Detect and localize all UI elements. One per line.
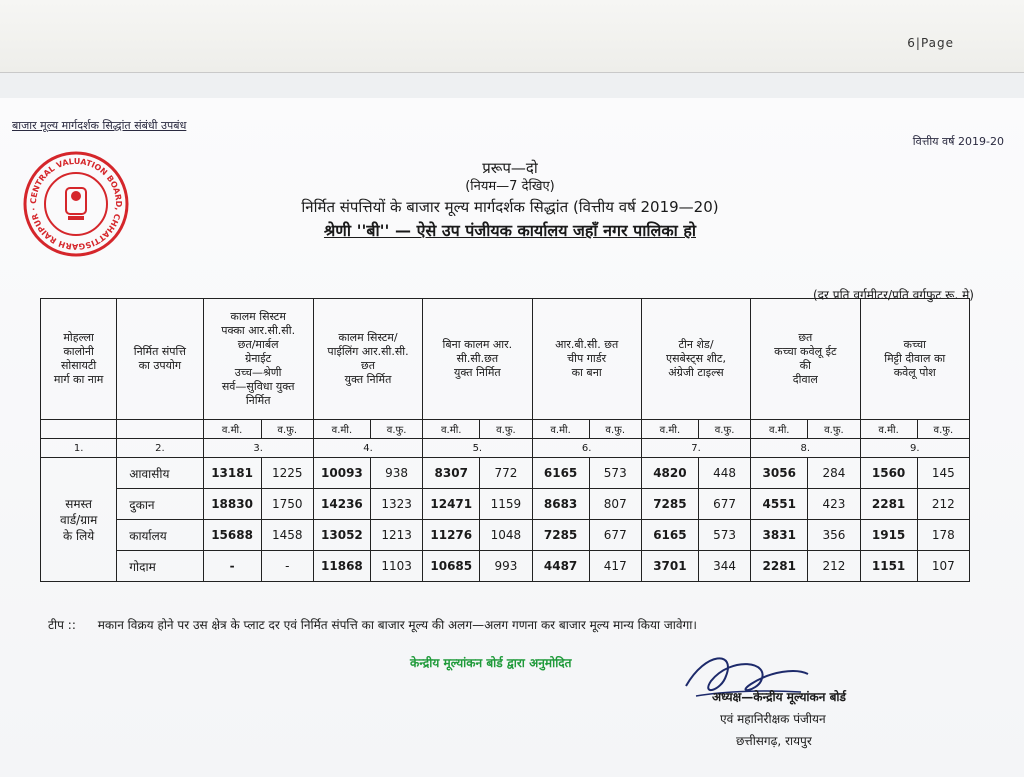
rate-table — [40, 298, 970, 582]
table-row — [41, 489, 970, 520]
footnote-text: मकान विक्रय होने पर उस क्षेत्र के प्लाट दर एवं निर्मित संपत्ति का बाजार मूल्य की अलग—अलग गणना कर बाजार मूल्य मान्य किया जावेगा। — [97, 618, 697, 632]
rate-sqm-cell: 1915 — [860, 520, 917, 551]
rate-sqm-cell: 11276 — [423, 520, 480, 551]
usage-cell: दुकान — [117, 489, 203, 520]
rate-sqft-cell: 145 — [917, 458, 969, 489]
rate-sqft-cell: - — [261, 551, 313, 582]
rate-sqm-cell: 10093 — [313, 458, 370, 489]
rate-sqft-cell: 356 — [808, 520, 860, 551]
rate-sqft-cell: 573 — [699, 520, 751, 551]
rate-sqm-cell: 4551 — [751, 489, 808, 520]
header-left: बाजार मूल्य मार्गदर्शक सिद्धांत संबंधी उपबंध — [12, 119, 187, 132]
usage-cell: कार्यालय — [117, 520, 203, 551]
rate-sqm-cell: 7285 — [641, 489, 698, 520]
header-usage: निर्मित संपत्ति का उपयोग — [117, 299, 203, 420]
rate-sqft-cell: 107 — [917, 551, 969, 582]
rate-sqft-cell: 417 — [589, 551, 641, 582]
rate-sqft-cell: 993 — [480, 551, 532, 582]
rate-sqm-cell: 12471 — [423, 489, 480, 520]
unit-sqm: व.मी. — [751, 420, 808, 439]
signatory-title-2: एवं महानिरीक्षक पंजीयन — [720, 712, 826, 726]
document-page — [0, 98, 1024, 777]
unit-sqft: व.फु. — [480, 420, 532, 439]
rate-sqft-cell: 677 — [589, 520, 641, 551]
rate-sqm-cell: 4487 — [532, 551, 589, 582]
header-type-3: बिना कालम आर. सी.सी.छत युक्त निर्मित — [423, 299, 532, 420]
table-row — [41, 458, 970, 489]
rate-sqm-cell: 8307 — [423, 458, 480, 489]
previous-page-strip — [0, 0, 1024, 73]
header-type-4: आर.बी.सी. छत चीप गार्डर का बना — [532, 299, 641, 420]
rate-sqm-cell: 7285 — [532, 520, 589, 551]
column-number-row — [41, 439, 970, 458]
footnote — [48, 616, 697, 633]
unit-sqm: व.मी. — [313, 420, 370, 439]
rate-sqft-cell: 1048 — [480, 520, 532, 551]
rate-sqm-cell: 6165 — [641, 520, 698, 551]
approval-stamp: केन्द्रीय मूल्यांकन बोर्ड द्वारा अनुमोदित — [410, 656, 572, 670]
rate-sqm-cell: 11868 — [313, 551, 370, 582]
rate-sqm-cell: 3701 — [641, 551, 698, 582]
rate-sqm-cell: 6165 — [532, 458, 589, 489]
header-type-7: कच्चा मिट्टी दीवाल का कवेलू पोश — [860, 299, 970, 420]
location-line: समस्त — [65, 496, 93, 511]
location-line: वार्ड/ग्राम — [59, 512, 98, 527]
header-locality: मोहल्ला कालोनी सोसायटी मार्ग का नाम — [41, 299, 117, 420]
signatory-location: छत्तीसगढ़, रायपुर — [736, 734, 812, 748]
unit-sqft: व.फु. — [699, 420, 751, 439]
rate-sqm-cell: 8683 — [532, 489, 589, 520]
unit-sqm: व.मी. — [203, 420, 261, 439]
seal-icon — [22, 150, 130, 258]
unit-sqm: व.मी. — [860, 420, 917, 439]
rate-sqm-cell: 13181 — [203, 458, 261, 489]
usage-cell: गोदाम — [117, 551, 203, 582]
rate-sqm-cell: 10685 — [423, 551, 480, 582]
rate-sqft-cell: 212 — [917, 489, 969, 520]
rate-sqft-cell: 212 — [808, 551, 860, 582]
table-header-row — [41, 299, 970, 420]
rule-reference: (नियम—7 देखिए) — [465, 179, 555, 194]
svg-text:CENTRAL VALUATION BOARD, CHHAT: CENTRAL VALUATION BOARD, CHHATTISGARH RAIPUR · — [28, 156, 124, 252]
rate-sqft-cell: 1103 — [371, 551, 423, 582]
rate-sqft-cell: 1323 — [371, 489, 423, 520]
column-number: 9. — [860, 439, 970, 458]
rate-sqft-cell: 1213 — [371, 520, 423, 551]
unit-row — [41, 420, 970, 439]
rate-sqm-cell: 14236 — [313, 489, 370, 520]
rate-sqft-cell: 573 — [589, 458, 641, 489]
header-type-2: कालम सिस्टम/ पाईलिंग आर.सी.सी. छत युक्त निर्मित — [313, 299, 422, 420]
board-seal-stamp — [22, 150, 130, 258]
rate-sqft-cell: 772 — [480, 458, 532, 489]
header-right: वित्तीय वर्ष 2019-20 — [912, 135, 1004, 148]
rate-sqft-cell: 1159 — [480, 489, 532, 520]
document-heading: निर्मित संपत्तियों के बाजार मूल्य मार्गदर्शक सिद्धांत (वित्तीय वर्ष 2019—20) — [301, 198, 719, 216]
rate-sqm-cell: 13052 — [313, 520, 370, 551]
rate-sqft-cell: 448 — [699, 458, 751, 489]
rate-sqft-cell: 423 — [808, 489, 860, 520]
unit-sqft: व.फु. — [917, 420, 969, 439]
rate-sqft-cell: 1750 — [261, 489, 313, 520]
rate-sqm-cell: 15688 — [203, 520, 261, 551]
column-number: 4. — [313, 439, 422, 458]
unit-sqft: व.फु. — [808, 420, 860, 439]
table-row — [41, 520, 970, 551]
column-number: 2. — [117, 439, 203, 458]
form-title: प्ररूप—दो — [482, 159, 538, 177]
usage-cell: आवासीय — [117, 458, 203, 489]
unit-sqm: व.मी. — [423, 420, 480, 439]
column-number: 5. — [423, 439, 532, 458]
rate-sqm-cell: 4820 — [641, 458, 698, 489]
unit-sqm: व.मी. — [532, 420, 589, 439]
rate-sqft-cell: 677 — [699, 489, 751, 520]
footnote-label: टीप :: — [48, 618, 76, 632]
rate-sqft-cell: 344 — [699, 551, 751, 582]
rate-sqm-cell: - — [203, 551, 261, 582]
column-number: 3. — [203, 439, 313, 458]
header-type-6: छत कच्चा कवेलू ईट की दीवाल — [751, 299, 860, 420]
table-row — [41, 551, 970, 582]
page-number: 6|Page — [907, 36, 954, 50]
location-cell — [41, 458, 117, 582]
location-line: के लिये — [62, 528, 95, 543]
column-number: 6. — [532, 439, 641, 458]
unit-sqft: व.फु. — [261, 420, 313, 439]
rate-sqft-cell: 1225 — [261, 458, 313, 489]
header-type-1: कालम सिस्टम पक्का आर.सी.सी. छत/मार्बल ग्रेनाईट उच्च—श्रेणी सर्व—सुविधा युक्त निर्मित — [203, 299, 313, 420]
rate-sqm-cell: 3056 — [751, 458, 808, 489]
column-number: 7. — [641, 439, 750, 458]
rate-sqft-cell: 938 — [371, 458, 423, 489]
rate-sqft-cell: 807 — [589, 489, 641, 520]
unit-note: (दर प्रति वर्गमीटर/प्रति वर्गफुट रू. मे) — [812, 288, 974, 302]
column-number: 8. — [751, 439, 860, 458]
rate-sqm-cell: 18830 — [203, 489, 261, 520]
rate-sqft-cell: 1458 — [261, 520, 313, 551]
rate-sqft-cell: 178 — [917, 520, 969, 551]
title-block — [200, 158, 820, 244]
rate-sqm-cell: 3831 — [751, 520, 808, 551]
rate-sqm-cell: 2281 — [860, 489, 917, 520]
rate-sqm-cell: 1560 — [860, 458, 917, 489]
rate-sqft-cell: 284 — [808, 458, 860, 489]
unit-sqft: व.फु. — [371, 420, 423, 439]
rate-sqm-cell: 1151 — [860, 551, 917, 582]
unit-sqft: व.फु. — [589, 420, 641, 439]
signatory-title: अध्यक्ष—केन्द्रीय मूल्यांकन बोर्ड — [712, 690, 846, 704]
column-number: 1. — [41, 439, 117, 458]
unit-sqm: व.मी. — [641, 420, 698, 439]
category-heading: श्रेणी ''बी'' — ऐसे उप पंजीयक कार्यालय जहाँ नगर पालिका हो — [323, 221, 697, 240]
header-type-5: टीन शेड/ एसबेस्ट्स शीट, अंग्रेजी टाइल्स — [641, 299, 750, 420]
rate-sqm-cell: 2281 — [751, 551, 808, 582]
